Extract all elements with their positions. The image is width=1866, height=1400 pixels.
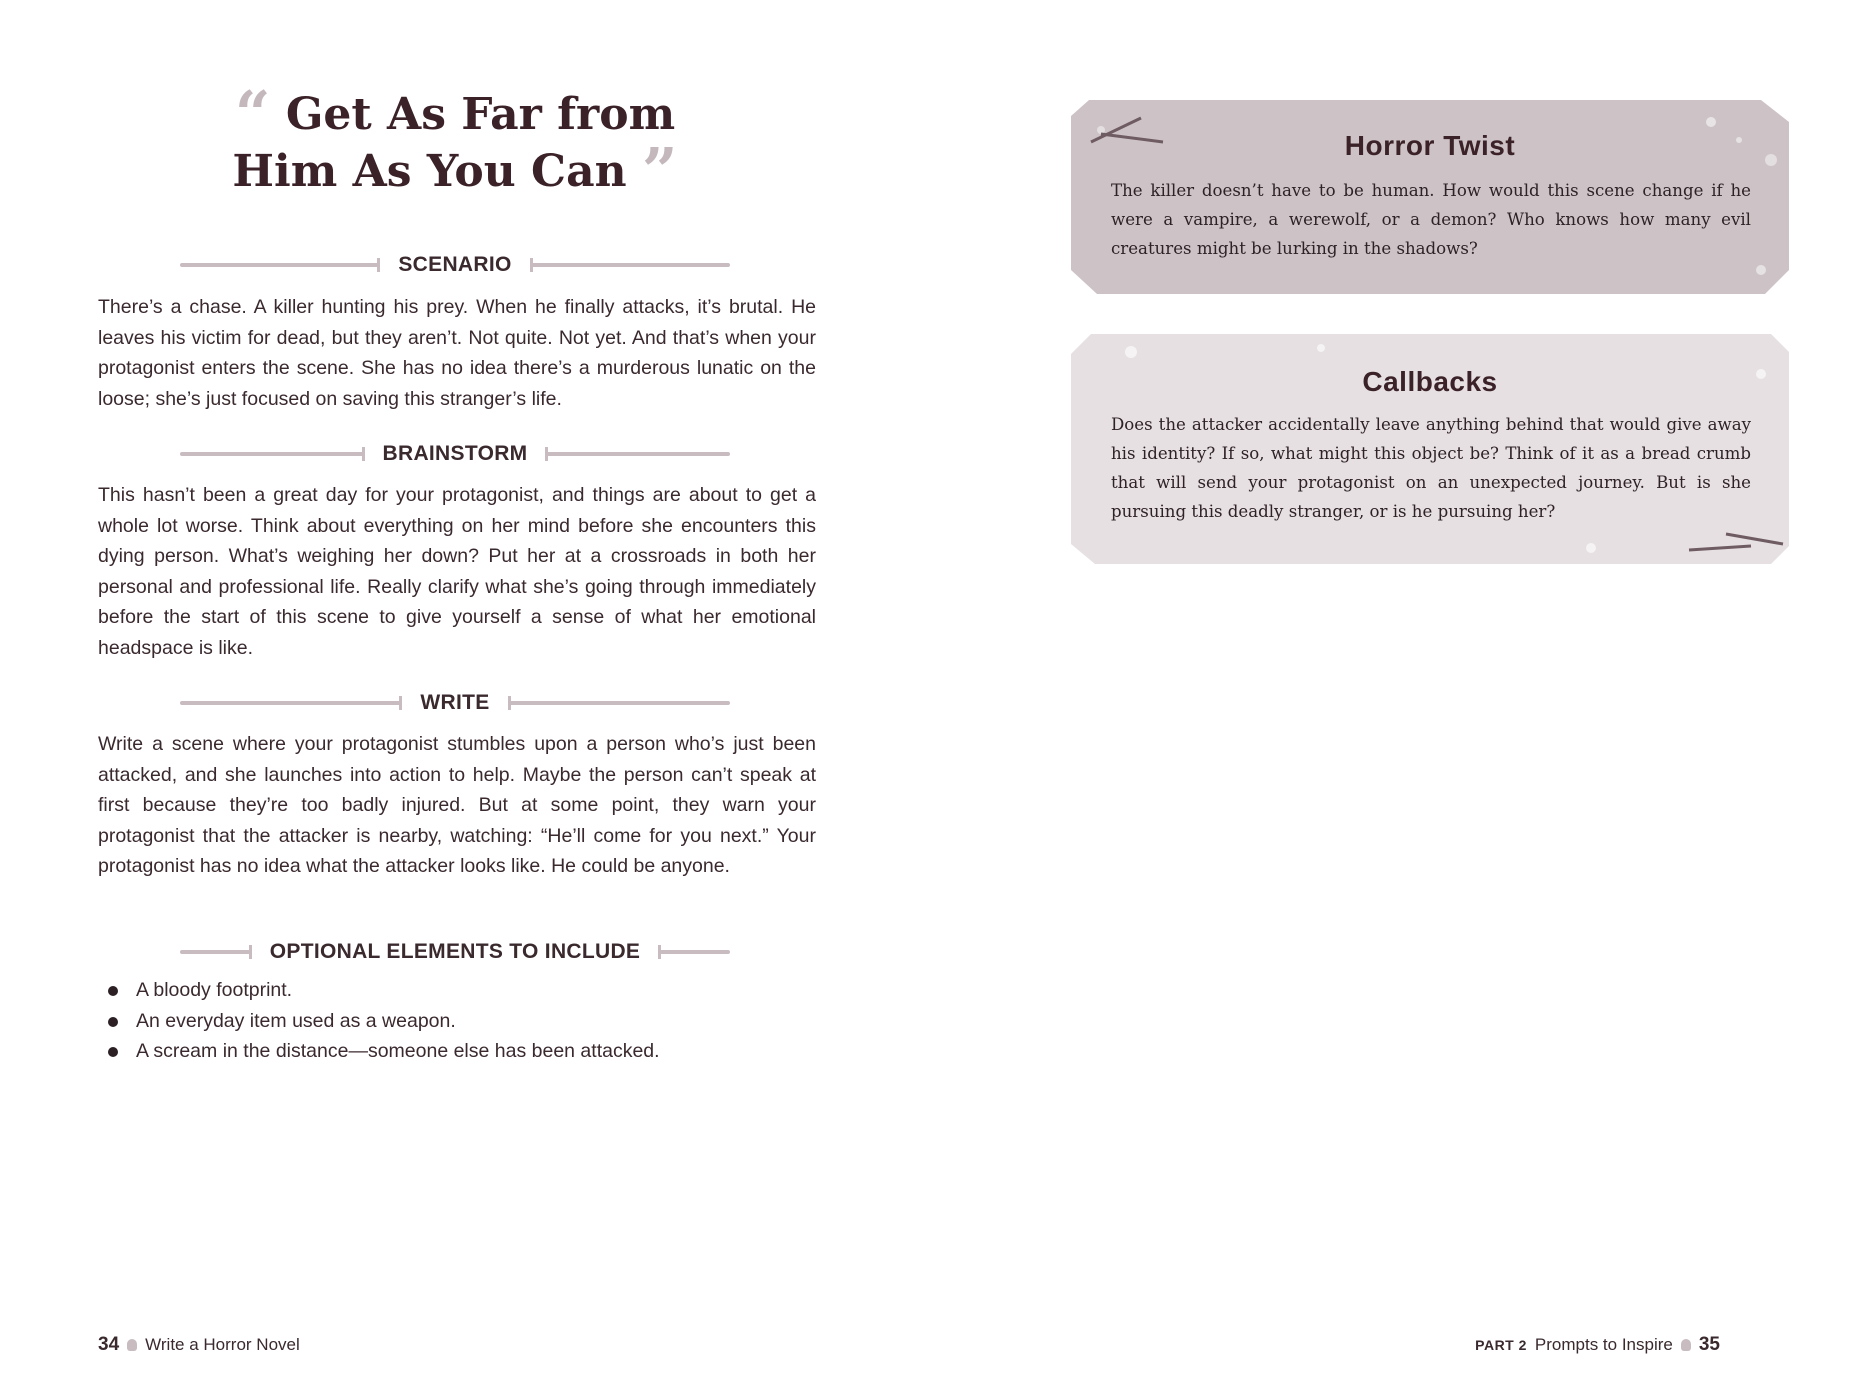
optional-elements-list	[98, 975, 818, 1067]
heading-rule-left	[180, 263, 380, 267]
horror-twist-text: The killer doesn’t have to be human. How would this scene change if he were a vampire, a werewolf, or a demon? Who knows how many evil creatures might be lurking in the shadows?	[1111, 181, 1751, 258]
title-line-2	[190, 134, 720, 207]
left-book-title: Write a Horror Novel	[145, 1335, 300, 1354]
write-heading: WRITE	[420, 691, 490, 714]
left-footer	[98, 1334, 300, 1356]
page-title	[190, 77, 720, 207]
brainstorm-heading: BRAINSTORM	[382, 442, 528, 465]
write-text: Write a scene where your protagonist stumbles upon a person who’s just been attacked, and she launches into action to help. Maybe the person can’t speak at first because they’re too badly injured. But at some point, they warn your protagonist that the attacker is nearby, watching: “He’ll come for you next.” Your protagonist has no idea what the attacker looks like. He could be anyone.	[98, 733, 816, 877]
right-page	[933, 0, 1866, 1400]
close-quote-icon: ”	[641, 134, 678, 207]
list-item: A bloody footprint.	[98, 975, 818, 1006]
optional-heading: OPTIONAL ELEMENTS TO INCLUDE	[269, 940, 641, 963]
heading-rule-left	[180, 950, 252, 954]
brainstorm-heading-row	[180, 440, 730, 468]
right-page-number: 35	[1698, 1334, 1720, 1355]
write-heading-row	[180, 689, 730, 717]
callbacks-title: Callbacks	[1362, 366, 1498, 397]
part-title: Prompts to Inspire	[1534, 1335, 1673, 1354]
horror-twist-title: Horror Twist	[1344, 130, 1516, 161]
heading-rule-left	[180, 701, 402, 705]
horror-twist-box	[1071, 100, 1789, 294]
heading-rule-right	[508, 701, 730, 705]
list-item: An everyday item used as a weapon.	[98, 1006, 818, 1037]
brainstorm-text: This hasn’t been a great day for your protagonist, and things are about to get a whole lot worse. Think about everything on her mind before she encounters this dying person. What’s weighing her down? Put her at a crossroads in both her personal and professional life. Really clarify what she’s going through immediately before the start of this scene to give yourself a sense of what her emotional headspace is like.	[98, 484, 816, 659]
scenario-text: There’s a chase. A killer hunting his prey. When he finally attacks, it’s brutal. He leaves his victim for dead, but they aren’t. Not quite. Not yet. And that’s when your protagonist enters the scene. She has no idea there’s a murderous lunatic on the loose; she’s just focused on saving this stranger’s life.	[98, 296, 816, 410]
callbacks-text: Does the attacker accidentally leave anything behind that would give away his identity? If so, what might this object be? Think of it as a bread crumb that will send your protagonist on an unexpected journey. But is she pursuing this deadly stranger, or is he pursuing her?	[1111, 415, 1751, 521]
left-page-number: 34	[98, 1334, 120, 1355]
callbacks-box	[1071, 334, 1789, 564]
open-quote-icon: “	[234, 77, 271, 150]
optional-heading-row	[180, 938, 730, 966]
heading-rule-right	[658, 950, 730, 954]
scenario-heading: SCENARIO	[398, 253, 512, 276]
title-text-2: Him As You Can	[232, 146, 627, 197]
right-footer	[1475, 1334, 1720, 1356]
heading-rule-left	[180, 452, 365, 456]
scenario-heading-row	[180, 251, 730, 279]
heading-rule-right	[545, 452, 730, 456]
title-line-1	[190, 77, 720, 150]
title-text-1: Get As Far from	[285, 89, 676, 140]
heading-rule-right	[530, 263, 730, 267]
skull-icon	[1681, 1339, 1691, 1351]
part-label: PART 2	[1475, 1337, 1527, 1353]
list-item: A scream in the distance—someone else has been attacked.	[98, 1036, 818, 1067]
skull-icon	[127, 1339, 137, 1351]
